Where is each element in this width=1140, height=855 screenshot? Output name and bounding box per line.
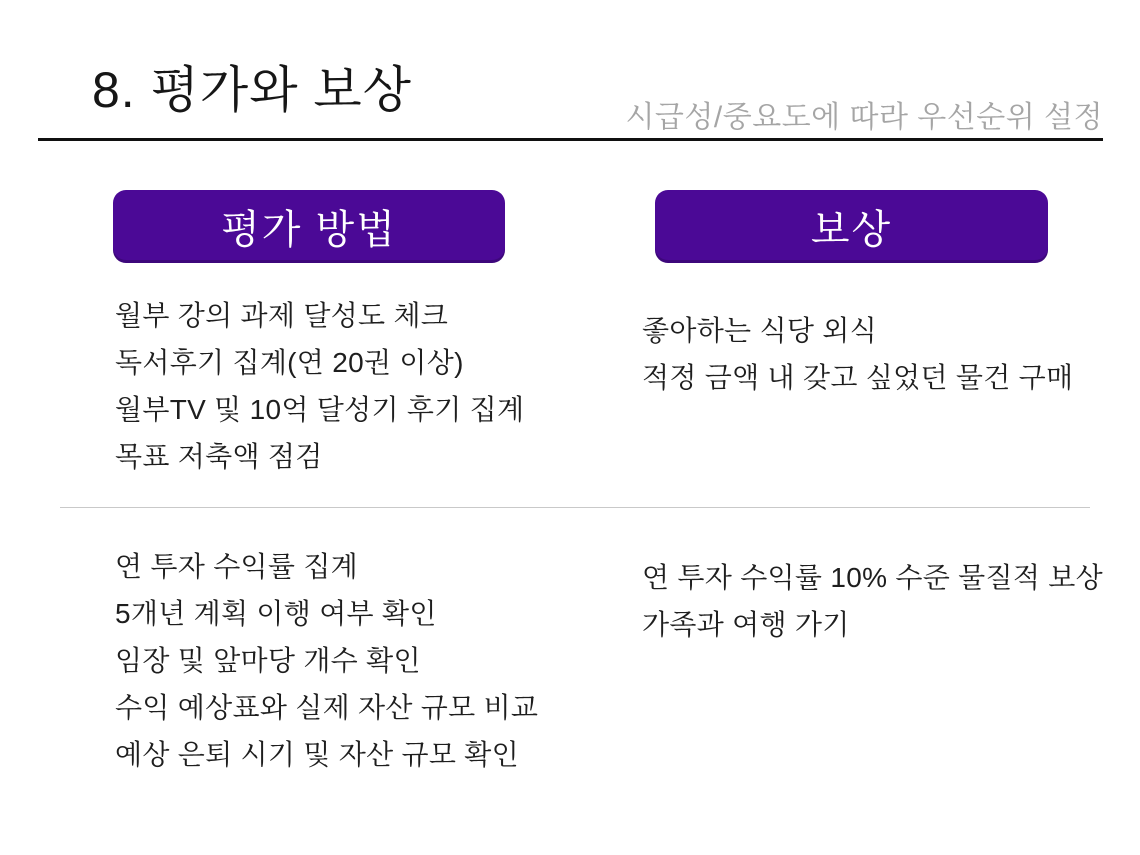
list-item: 연 투자 수익률 집계 [115,551,359,582]
reward-badge-label: 보상 [810,208,893,252]
list-item: 연 투자 수익률 10% 수준 물질적 보상 [642,562,1103,593]
list-item: 임장 및 앞마당 개수 확인 [115,645,421,676]
list-item: 5개년 계획 이행 여부 확인 [115,598,437,629]
title-underline-rule [38,138,1103,141]
section-divider [60,507,1090,508]
list-item: 가족과 여행 가기 [642,609,850,640]
list-item: 수익 예상표와 실제 자산 규모 비교 [115,692,539,723]
list-item: 월부 강의 과제 달성도 체크 [115,300,449,331]
page-title: 8. 평가와 보상 [92,62,412,118]
list-item: 예상 은퇴 시기 및 자산 규모 확인 [115,739,520,770]
list-item: 적정 금액 내 갖고 싶었던 물건 구매 [642,362,1074,393]
list-item: 좋아하는 식당 외식 [642,315,877,346]
slide-subtitle: 시급성/중요도에 따라 우선순위 설정 [625,101,1103,134]
evaluation-method-badge [113,190,505,263]
evaluation-method-top-list [115,292,524,480]
reward-bottom-list [642,554,1103,648]
evaluation-method-badge-label: 평가 방법 [221,208,397,252]
list-item: 월부TV 및 10억 달성기 후기 집계 [115,394,525,425]
evaluation-method-bottom-list [115,543,538,778]
reward-top-list [642,307,1073,401]
reward-badge [655,190,1048,263]
list-item: 독서후기 집계(연 20권 이상) [115,347,464,378]
list-item: 목표 저축액 점검 [115,441,323,472]
